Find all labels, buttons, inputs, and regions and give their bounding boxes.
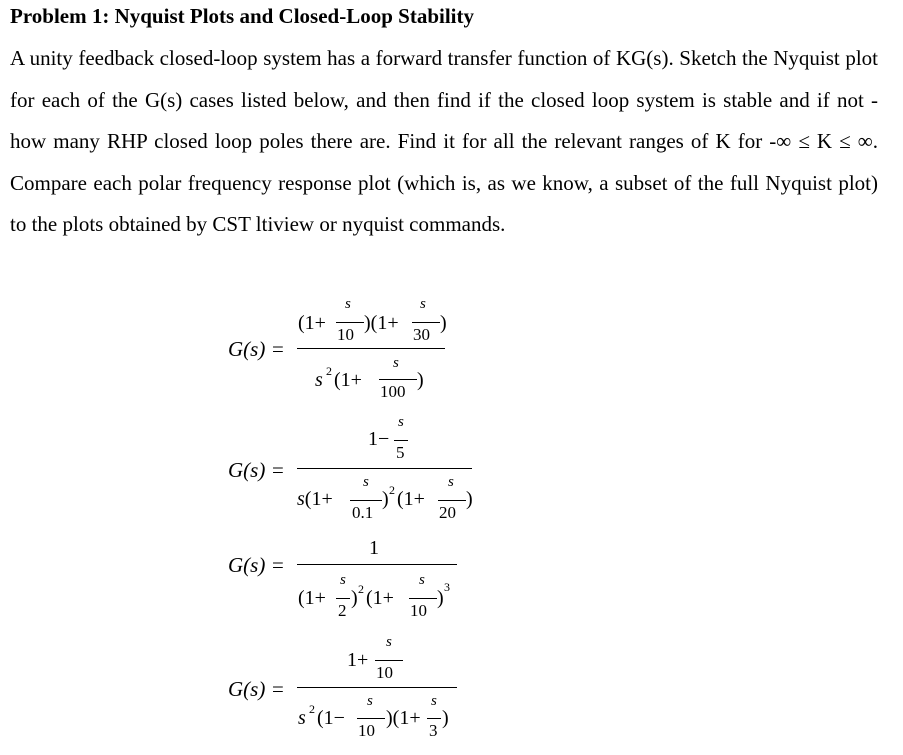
eq3-den-s1: s [340,572,346,588]
eq4-den-d2: 3 [429,721,438,740]
eq2-den-s2: s [448,474,454,490]
eq4-num-n1: 10 [376,663,393,682]
eq3-den-d1: 2 [338,601,347,620]
eq2-den-frac2-bar [438,500,466,501]
eq4-lhs-text: G(s) = [228,677,285,701]
eq3-den-d2: 10 [410,601,427,620]
eq4-num-pre: 1+ [347,649,369,671]
eq3-lhs [228,553,285,578]
eq3-den-frac1-bar [336,598,350,599]
eq1-den-d1: 100 [380,382,406,401]
eq2-den-d1: 0.1 [352,503,374,522]
eq3-den-open1: (1+ [298,587,326,609]
eq1-lhs-text: G(s) = [228,337,285,361]
eq4-den-s1: s [367,693,373,709]
eq1-num-close2: ) [440,312,447,334]
eq1-den-s: s [315,369,323,391]
eq4-main-bar [297,687,457,688]
eq4-den-s2: s [431,693,437,709]
eq1-num-s2: s [420,296,426,312]
eq1-num-open1: (1+ [298,312,326,334]
eq4-den-open1: (1− [317,707,345,729]
eq1-num-s1: s [345,296,351,312]
eq4-den-s: s [298,707,306,729]
eq2-num-s: s [398,414,404,430]
eq2-main-bar [297,468,472,469]
eq4-den-frac1-bar [357,718,385,719]
eq3-lhs-text: G(s) = [228,553,285,577]
eq2-den-open2: (1+ [397,488,425,510]
eq2-den-pre: s(1+ [297,488,333,510]
eq4-den-frac2-bar [427,718,441,719]
eq2-den-mid: ) [382,488,389,510]
eq1-den-frac-bar [379,379,417,380]
eq2-lhs [228,458,285,483]
eq3-main-bar [297,564,457,565]
eq3-den-open2: (1+ [366,587,394,609]
eq1-den-s-frac: s [393,355,399,371]
eq2-den-d2: 20 [439,503,456,522]
eq4-lhs [228,677,285,702]
eq2-lhs-text: G(s) = [228,458,285,482]
eq2-num-pre: 1− [368,428,390,450]
eq2-den-exp: 2 [389,483,395,497]
eq3-den-exp2: 3 [444,580,450,594]
eq1-den-close: ) [417,369,424,391]
eq2-den-s1: s [363,474,369,490]
eq1-num-n1: 10 [337,325,354,344]
eq4-den-close1: )(1+ [386,707,421,729]
eq2-den-frac1-bar [350,500,382,501]
problem-title: Problem 1: Nyquist Plots and Closed-Loop Stability [10,4,474,28]
eq1-lhs [228,337,285,362]
eq1-num-close1: )(1+ [364,312,399,334]
eq1-den-open: (1+ [334,369,362,391]
eq3-den-s2: s [419,572,425,588]
eq1-num-frac2-bar [412,322,440,323]
eq1-den-exp: 2 [326,364,332,378]
eq3-den-exp1: 2 [358,582,364,596]
eq4-den-d1: 10 [358,721,375,740]
eq4-num-frac-bar [375,660,403,661]
eq3-den-close2: ) [437,587,444,609]
eq2-num-frac-bar [394,440,408,441]
eq3-num: 1 [369,537,379,559]
eq4-den-close2: ) [442,707,449,729]
eq1-num-frac1-bar [336,322,364,323]
eq1-num-n2: 30 [413,325,430,344]
problem-statement: A unity feedback closed-loop system has a forward transfer function of KG(s). Sketch the Nyquist plot for each of the G(s) cases listed below, and then find if the closed loop system is stable and if not - how many RHP closed loop poles there are. Find it for all the relevant ranges of K for -∞ ≤ K ≤ ∞. Compare each polar frequency response plot (which is, as we know, a subset of the full Nyquist plot) to the plots obtained by CST ltiview or nyquist commands. [10,46,878,236]
eq3-den-frac2-bar [409,598,437,599]
eq3-den-close1: ) [351,587,358,609]
eq4-den-exp: 2 [309,702,315,716]
eq2-den-close: ) [466,488,473,510]
eq4-num-s: s [386,634,392,650]
eq2-num-n1: 5 [396,443,405,462]
eq1-main-bar [297,348,445,349]
